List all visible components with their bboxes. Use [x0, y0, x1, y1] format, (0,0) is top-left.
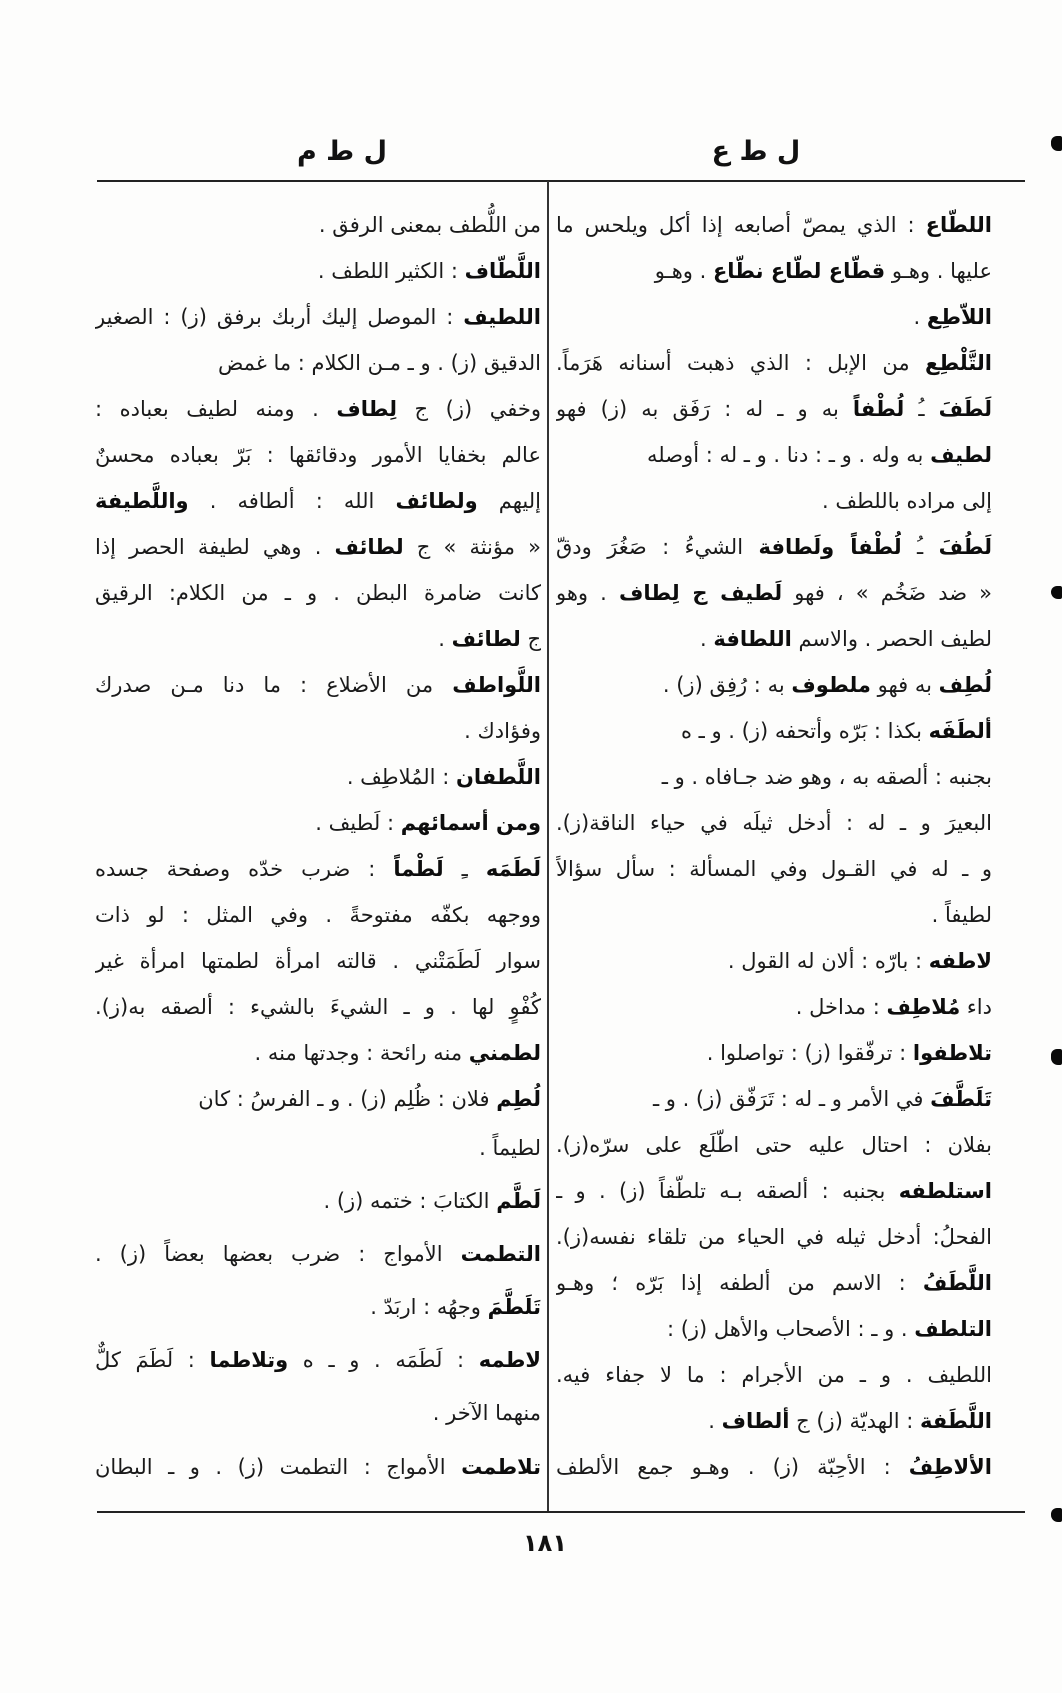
entry-line	[95, 1441, 541, 1494]
entry-text: الشيءُ : صَغُرَ ودقّ	[556, 535, 759, 559]
entry-text: لطيف الحصر . والاسم	[791, 627, 992, 651]
dictionary-entry	[95, 1281, 541, 1334]
headword: لُطْفاً	[852, 397, 905, 421]
entry-line	[556, 1214, 992, 1260]
dictionary-entry	[556, 984, 992, 1030]
headword: التَّلْطِع	[924, 351, 992, 375]
entry-line	[556, 1398, 992, 1444]
headword: لَطُفَ	[938, 535, 992, 559]
entry-text: : المُلاطِف .	[346, 765, 456, 789]
headword: تلاطمت	[461, 1454, 541, 1479]
dictionary-entry	[556, 708, 992, 938]
entry-line	[95, 478, 541, 524]
entry-line	[95, 1122, 541, 1175]
entry-line	[95, 800, 541, 846]
entry-text: : لَطيف .	[315, 811, 401, 835]
entry-line	[556, 570, 992, 616]
headword: التلطف	[914, 1317, 992, 1341]
entry-text: ج	[520, 627, 541, 651]
entry-text: : الاسم من ألطفه إذا بَرّه ؛ وهـو	[556, 1271, 923, 1295]
entry-text: ـُ	[901, 535, 939, 559]
entry-text: : مداخل .	[795, 995, 887, 1019]
entry-text: في الأمر و ـ له : تَرَفّق (ز) . و ـ	[652, 1087, 931, 1111]
entry-text: لطيماً .	[479, 1136, 541, 1160]
entry-text: .	[913, 305, 927, 329]
entry-line	[556, 662, 992, 708]
entry-text: وجهُه : اربَدّ .	[370, 1295, 488, 1320]
entry-line	[95, 524, 541, 570]
entry-text: . ومنه لطيف بعباده :	[95, 397, 337, 421]
entry-text: الفحلُ: أدخل ثيله في الحياء من تلقاء نفسه(ز).	[556, 1225, 992, 1249]
entry-text: : ضرب خدّه وصفحة جسده	[95, 857, 394, 881]
headword: لَطَمَه	[485, 857, 541, 881]
dictionary-entry	[95, 1030, 541, 1076]
left-column	[95, 202, 541, 1494]
entry-text: إلى مراده باللطف .	[821, 489, 992, 513]
dictionary-entry	[556, 340, 992, 386]
headword: اللَّطفان	[455, 765, 541, 789]
entry-line	[556, 432, 992, 478]
entry-text: عليها . وهـو	[885, 259, 992, 283]
headword: الألاطِفُ	[908, 1455, 992, 1479]
entry-line	[95, 570, 541, 616]
dictionary-entry	[95, 800, 541, 846]
entry-line	[95, 1175, 541, 1228]
headword: لطائف	[334, 535, 404, 559]
entry-text: لطيفاً .	[931, 903, 992, 927]
headword: ألطَفَه	[928, 719, 992, 743]
entry-text: : الذي يمصّ أصابعه إذا أكل ويلحس ما	[556, 213, 926, 237]
headword: لاطفه	[928, 949, 992, 973]
scan-mark	[1051, 1049, 1062, 1065]
entry-text: ـِ	[443, 857, 486, 881]
entry-line	[95, 708, 541, 754]
entry-line	[556, 892, 992, 938]
headword: لطمني	[468, 1041, 541, 1065]
entry-line	[556, 1030, 992, 1076]
entry-text: : لَطَمَه . و ـ ه	[288, 1348, 479, 1373]
headword: مُلاطِف	[886, 995, 961, 1019]
entry-line	[95, 340, 541, 386]
headword: تَلَطَّمَ	[487, 1295, 541, 1320]
right-column	[556, 202, 992, 1490]
entry-text: ووجهه بكفّه مفتوحةً . وفي المثل : لو ذات	[95, 903, 541, 927]
entry-text: سوار لَطَمَتْني . قالته امرأة لطمتها امرأة غير	[95, 949, 541, 973]
headword: لَطَفَ	[938, 397, 992, 421]
entry-line	[556, 1306, 992, 1352]
entry-line	[556, 294, 992, 340]
entry-text: منهما الآخر .	[432, 1401, 541, 1426]
entry-text: به فهو	[870, 673, 939, 697]
entry-text: : الموصل إليك أربك برفق (ز) : الصغير	[95, 305, 464, 329]
entry-text: « ضد ضَخُم » ، فهو	[782, 581, 992, 605]
entry-text: : الهديّة (ز) ج	[789, 1409, 921, 1433]
entry-line	[95, 938, 541, 984]
headword: لَطيف ج لِطاف	[618, 581, 783, 605]
entry-line	[556, 984, 992, 1030]
headword: لَطْماً	[393, 857, 444, 881]
entry-line	[556, 478, 992, 524]
entry-line	[95, 1387, 541, 1440]
entry-text: بفلان : احتال عليه حتى اطّلَع على سرّه(ز).	[556, 1133, 992, 1157]
headword: لِطاف	[336, 397, 397, 421]
dictionary-entry	[556, 938, 992, 984]
headword: لَطَّم	[496, 1189, 541, 1214]
entry-line	[556, 1168, 992, 1214]
left-column-header: ل ط م	[296, 136, 388, 167]
entry-line	[95, 1076, 541, 1122]
entry-line	[95, 846, 541, 892]
right-column-header: ل ط ع	[711, 136, 801, 167]
dictionary-entry	[556, 524, 992, 662]
headword: التطمت	[460, 1242, 541, 1267]
dictionary-entry	[95, 1175, 541, 1228]
entry-text: الأمواج : التطمت (ز) . و ـ البطان	[95, 1454, 462, 1479]
headword: لاطمه	[478, 1348, 541, 1373]
entry-text: به وله . و ـ : دنا . و ـ له : أوصله	[647, 443, 931, 467]
entry-text: به : رُفِق (ز) .	[662, 673, 792, 697]
entry-text: ـُ	[904, 397, 939, 421]
entry-text: . وهو	[556, 581, 619, 605]
dictionary-entry	[556, 202, 992, 340]
entry-line	[556, 616, 992, 662]
headword: قطّاع لطّاع نطّاع	[712, 259, 886, 283]
entry-text: اللطيف . و ـ من الأجرام : ما لا جفاء فيه.	[556, 1363, 992, 1387]
bottom-rule	[97, 1511, 1025, 1513]
dictionary-entry	[556, 1260, 992, 1398]
headword: لطيف	[930, 443, 992, 467]
entry-text: . و ـ : الأصحاب والأهل (ز) :	[666, 1317, 915, 1341]
entry-line	[95, 662, 541, 708]
dictionary-entry	[95, 202, 541, 248]
entry-line	[556, 800, 992, 846]
headword: اللَّطّاف	[464, 259, 541, 283]
headword: اللطافة	[713, 627, 792, 651]
dictionary-entry	[95, 846, 541, 1030]
headword: اللطّاع	[925, 213, 992, 237]
entry-text: بجنبه : ألصقه به ، وهو ضد جـافاه . و ـ	[661, 765, 992, 789]
headword: واللَّطيفة	[95, 489, 189, 513]
entry-line	[556, 1076, 992, 1122]
entry-line	[95, 248, 541, 294]
entry-line	[556, 938, 992, 984]
dictionary-entry	[95, 662, 541, 754]
entry-text: .	[438, 627, 452, 651]
entry-text: : الأحِبّة (ز) . وهـو جمع الألطف	[556, 1455, 909, 1479]
entry-text: من اللُّطف بمعنى الرفق .	[318, 213, 541, 237]
entry-text: من الإبل : الذي ذهبت أسنانه هَرَماً.	[556, 351, 925, 375]
dictionary-entry	[556, 1444, 992, 1490]
dictionary-entry	[95, 1228, 541, 1281]
entry-text: عالم بخفايا الأمور ودقائقها : بَرّ بعباده محسنٌ	[95, 443, 541, 467]
headword: اللَّطَفُ	[922, 1271, 992, 1295]
entry-text: به و ـ له : رَفَق به (ز) فهو	[556, 397, 853, 421]
headword: تَلَطَّفَ	[930, 1087, 992, 1111]
entry-line	[556, 524, 992, 570]
entry-line	[556, 754, 992, 800]
entry-text: كُفْوٍ لها . و ـ الشيءَ بالشيء : ألصقه به(ز).	[95, 995, 541, 1019]
entry-line	[95, 1281, 541, 1334]
entry-line	[556, 1122, 992, 1168]
entry-line	[95, 1030, 541, 1076]
dictionary-entry	[556, 1398, 992, 1444]
headword: اللَّواطف	[452, 673, 541, 697]
entry-text: . وهـو	[654, 259, 713, 283]
headword: لُطْفاً ولَطافة	[758, 535, 902, 559]
headword: ألطاف	[721, 1409, 790, 1433]
dictionary-entry	[95, 1076, 541, 1175]
headword: وتلاطما	[209, 1348, 289, 1373]
dictionary-entry	[556, 386, 992, 524]
dictionary-entry	[95, 1441, 541, 1494]
entry-line	[95, 1334, 541, 1387]
entry-line	[556, 1260, 992, 1306]
headword: استلطفه	[898, 1179, 992, 1203]
headword: اللاّطِع	[926, 305, 992, 329]
headword: ومن أسمائهم	[400, 811, 541, 835]
entry-line	[556, 846, 992, 892]
entry-line	[95, 386, 541, 432]
entry-text: .	[708, 1409, 722, 1433]
entry-text: : الكثير اللطف .	[317, 259, 465, 283]
entry-line	[556, 248, 992, 294]
entry-line	[556, 202, 992, 248]
entry-text: و ـ له في القـول وفي المسألة : سأل سؤالاً	[556, 857, 992, 881]
scan-mark	[1051, 136, 1062, 151]
entry-line	[556, 386, 992, 432]
entry-line	[556, 708, 992, 754]
entry-text: : ترفّقوا (ز) : تواصلوا .	[706, 1041, 913, 1065]
entry-line	[95, 202, 541, 248]
entry-line	[95, 432, 541, 478]
entry-text: : لَطَمَ كلٌّ	[95, 1348, 210, 1373]
entry-text: كانت ضامرة البطن . و ـ من الكلام: الرقيق	[95, 581, 541, 605]
entry-text: إليهم	[477, 489, 541, 513]
entry-line	[95, 984, 541, 1030]
headword: اللطيف	[463, 305, 541, 329]
entry-line	[95, 754, 541, 800]
entry-line	[556, 1352, 992, 1398]
page-number: ١٨١	[523, 1529, 567, 1557]
entry-text: الله : ألطافه .	[188, 489, 396, 513]
entry-text: : بارّه : ألان له القول .	[727, 949, 929, 973]
headword: ولطائف	[395, 489, 478, 513]
dictionary-entry	[95, 294, 541, 662]
top-rule	[97, 180, 1025, 182]
entry-line	[95, 616, 541, 662]
dictionary-entry	[556, 1076, 992, 1168]
entry-text: وخفي (ز) ج	[396, 397, 541, 421]
entry-text: وفؤادك .	[464, 719, 541, 743]
dictionary-entry	[556, 1168, 992, 1260]
entry-text: فلان : ظُلِم (ز) . و ـ الفرسُ : كان	[198, 1087, 497, 1111]
dictionary-entry	[95, 248, 541, 294]
entry-text: . وهي لطيفة الحصر إذا	[95, 535, 335, 559]
dictionary-entry	[556, 662, 992, 708]
entry-text: داء	[960, 995, 992, 1019]
entry-line	[556, 340, 992, 386]
entry-line	[95, 892, 541, 938]
entry-line	[95, 294, 541, 340]
headword: لُطِف	[938, 673, 992, 697]
entry-text: منه رائحة : وجدتها منه .	[254, 1041, 469, 1065]
dictionary-entry	[556, 1030, 992, 1076]
scan-mark	[1051, 1508, 1062, 1522]
entry-text: الدقيق (ز) . و ـ مـن الكلام : ما غمض	[217, 351, 541, 375]
headword: لطائف	[451, 627, 521, 651]
entry-line	[556, 1444, 992, 1490]
scan-mark	[1051, 586, 1062, 599]
entry-line	[95, 1228, 541, 1281]
headword: لُطِم	[496, 1087, 541, 1111]
headword: اللَّطَفة	[920, 1409, 992, 1433]
column-divider	[547, 181, 549, 1511]
headword: تلاطفوا	[912, 1041, 992, 1065]
entry-text: بكذا : بَرّه وأتحفه (ز) . و ـ ه	[680, 719, 929, 743]
entry-text: .	[699, 627, 714, 651]
entry-text: « مؤنثة » ج	[403, 535, 541, 559]
entry-text: الكتابَ : ختمه (ز) .	[323, 1189, 497, 1214]
entry-text: الأمواج : ضرب بعضها بعضاً (ز) .	[95, 1242, 461, 1267]
entry-text: من الأضلاع : ما دنا مـن صدرك	[95, 673, 453, 697]
dictionary-entry	[95, 1334, 541, 1440]
entry-text: بجنبه : ألصقه بـه تلطّفاً (ز) . و ـ	[556, 1179, 899, 1203]
dictionary-entry	[95, 754, 541, 800]
headword: ملطوف	[791, 673, 871, 697]
entry-text: البعيرَ و ـ له : أدخل ثيلَه في حياء الناقة(ز).	[556, 811, 992, 835]
